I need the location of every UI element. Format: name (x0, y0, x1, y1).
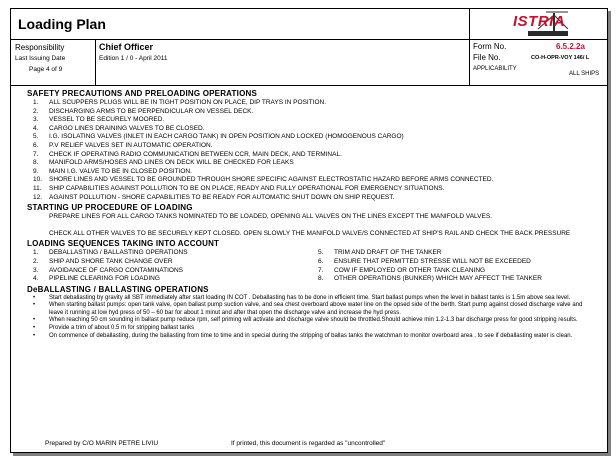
list-item: • Provide a trim of about 0.5 m for stripping ballast tanks (33, 325, 195, 332)
list-item: 4. CARGO LINES DRAINING VALVES TO BE CLOSED. (33, 124, 205, 132)
applicability-label: APPLICABILITY (473, 66, 517, 72)
form-no-value: 6.5.2.2a (556, 42, 585, 51)
list-item: 4. PIPELINE CLEARING FOR LOADING (33, 275, 160, 283)
startup-paragraph-1: PREPARE LINES FOR ALL CARGO TANKS NOMINATED TO BE LOADED, OPENING ALL VALVES ON THE LINES EXCEPT THE MANIFOLD VALVES. (49, 213, 492, 221)
list-item: 10. SHORE LINES AND VESSEL TO BE GROUNDED THROUGH SHORE SPECIFIC AGAINST ELECTROSTATIC HAZARD BEFORE ARMS CONNECTED. (33, 176, 494, 184)
startup-paragraph-2: CHECK ALL OTHER VALVES TO BE SECURELY KEPT CLOSED. OPEN SLOWLY THE MANIFOLD VALVE/S CONNECTED AT SHIP'S RAIL AND CHECK THE BACK PRESSURE (49, 229, 571, 237)
responsibility-label: Responsibility (15, 43, 65, 52)
form-no-label: Form No. (473, 42, 507, 51)
list-item: 1. DEBALLASTING / BALLASTING OPERATIONS (33, 249, 188, 257)
list-item: • When starting ballast pumps: open tank valve, open ballast pump suction valve, and sea chest overboard above water line on the opsed side of the berth. Start pump against closed discharge valve and leave it running at low hyd press of 50 – 60 bar for about 1 minut and after that open the discharge valve and increase the hyd press. (33, 302, 583, 316)
sequences-columns (27, 249, 597, 283)
document-header (11, 9, 607, 86)
list-item: 5. I.G. ISOLATING VALVES (INLET IN EACH CARGO TANK) IN OPEN POSITION AND LOCKED (HOMOGENOUS CARGO) (33, 133, 404, 141)
safety-list (27, 99, 597, 202)
file-no-label: File No. (473, 53, 501, 62)
deballast-list (27, 295, 597, 341)
list-item: 5. TRIM AND DRAFT OF THE TANKER (318, 249, 442, 257)
list-item: 12. AGAINST POLLUTION - SHORE CAPABILITIES TO BE READY FOR AUTOMATIC SHUT DOWN ON SHIP REQUEST. (33, 193, 395, 201)
sequences-section-heading: LOADING SEQUENCES TAKING INTO ACCOUNT (27, 239, 220, 249)
edition-text: Edition 1 / 0 - April 2011 (99, 55, 168, 62)
safety-section-heading: SAFETY PRECAUTIONS AND PRELOADING OPERATIONS (27, 89, 258, 98)
logo-text: ISTRIA (513, 13, 566, 30)
document-body (27, 89, 597, 340)
prepared-by: Prepared by C/O MARIN PETRE LIVIU (45, 440, 159, 447)
list-item: 1. ALL SCUPPERS PLUGS WILL BE IN TIGHT POSITION ON PLACE, DIP TRAYS IN POSITION. (33, 99, 327, 106)
deballast-section-heading: DeBALLASTING / BALLASTING OPERATIONS (27, 284, 209, 294)
list-item: 6. ENSURE THAT PERMITTED STRESSE WILL NOT BE EXCEEDED (318, 257, 531, 265)
list-item: 9. MAIN I.G. VALVE TO BE IN CLOSED POSITION. (33, 167, 192, 175)
list-item: 7. COW IF EMPLOYED OR OTHER TANK CLEANING (318, 266, 486, 274)
issuing-date-label: Last Issuing Date (15, 55, 66, 62)
company-logo (469, 9, 607, 39)
sequences-right-list (312, 249, 597, 283)
list-item: 2. DISCHARGING ARMS TO BE PERPENDICULAR ON VESSEL DECK. (33, 107, 254, 115)
responsibility-value: Chief Officer (99, 42, 154, 52)
list-item: 7. CHECK IF OPERATING RADIO COMMUNICATION BETWEEN CCR, MAIN DECK, AND TERMINAL. (33, 150, 342, 158)
list-item: • On commence of deballasting, during the ballasting from time to time and in special during the stripping of ballas tanks the watchman to monitor overboard area , to see if deballasting water is clean. (33, 332, 573, 339)
list-item: 8. OTHER OPERATIONS (BUNKER) WHICH MAY AFFECT THE TANKER (318, 275, 542, 283)
list-item: • Start deballasting by gravity all SBT immediately after start loading IN COT . Deballasting has to be done in efficient time. Start ballast pumps when the level in ballast tanks is 1.5m above sea level. (33, 294, 571, 301)
file-no-value: CO-H-OPR-VOY 146/ L (531, 55, 590, 61)
list-item: 8. MANIFOLD ARMS/HOSES AND LINES ON DECK WILL BE CHECKED FOR LEAKS (33, 159, 294, 167)
list-item: 6. P.V RELIEF VALVES SET IN AUTOMATIC OPERATION. (33, 141, 213, 149)
document-page (10, 8, 608, 453)
list-item: 3. AVOIDANCE OF CARGO CONTAMINATIONS (33, 266, 183, 274)
uncontrolled-notice: If printed, this document is regarded as "uncontrolled" (231, 440, 386, 447)
list-item: 11. SHIP CAPABILITIES AGAINST POLLUTION TO BE ON PLACE, READY AND FULLY OPERATIONAL FOR EMERGENCY SITUATIONS. (33, 184, 445, 192)
applicability-value: ALL SHIPS (569, 71, 600, 77)
document-title: Loading Plan (18, 16, 106, 32)
sequences-left-list (27, 249, 312, 283)
page-number: Page 4 of 9 (29, 66, 63, 73)
header-title-row (11, 9, 607, 40)
list-item: 2. SHIP AND SHORE TANK CHANGE OVER (33, 257, 173, 265)
list-item: 3. VESSEL TO BE SECURELY MOORED. (33, 116, 165, 124)
list-item: • When reaching 50 cm sounding in ballast pump reduce rpm, self priming will activate and discharge valve should be throttled.Should achieve min 1.2-1.3 bar discharge press for good stripping results. (33, 317, 578, 324)
startup-section-heading: STARTING UP PROCEDURE OF LOADING (27, 203, 193, 213)
